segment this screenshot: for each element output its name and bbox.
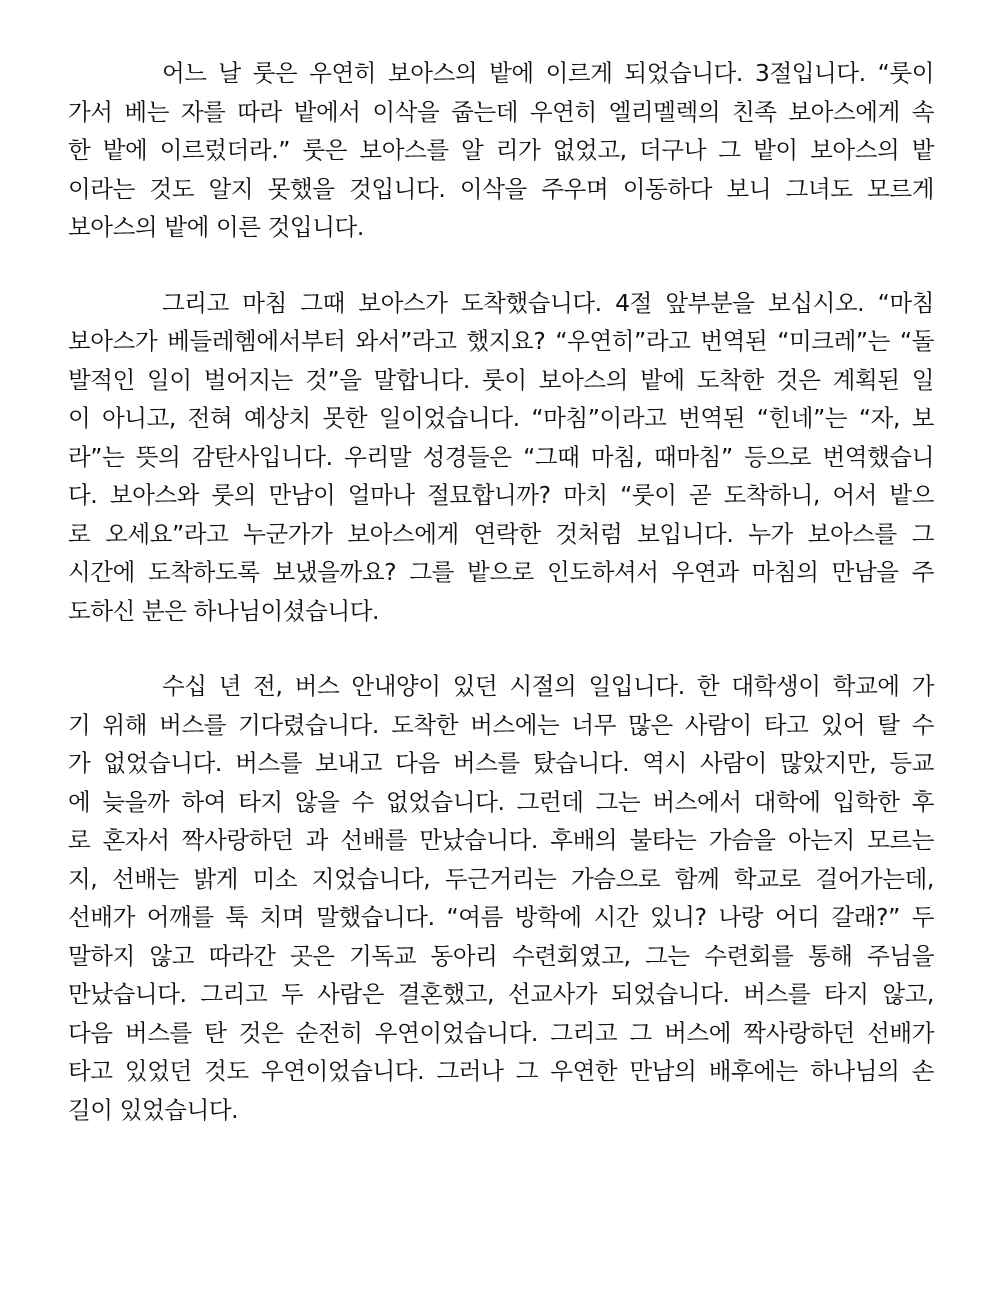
text-line: 시간에 도착하도록 보냈을까요? 그를 밭으로 인도하셔서 우연과 마침의 만남을 주 xyxy=(68,558,934,586)
text-line: 다. 보아스와 룻의 만남이 얼마나 절묘합니까? 마치 “룻이 곧 도착하니, 어서 밭으 xyxy=(68,481,934,509)
text-line: 보아스가 베들레헴에서부터 와서”라고 했지요? “우연히”라고 번역된 “미크레”는 “돌 xyxy=(68,327,934,355)
text-line: 에 늦을까 하여 타지 않을 수 없었습니다. 그런데 그는 버스에서 대학에 입학한 후 xyxy=(68,787,934,816)
text-line: 만났습니다. 그리고 두 사람은 결혼했고, 선교사가 되었습니다. 버스를 타지 않고, xyxy=(68,980,934,1008)
paragraph-bus-story xyxy=(68,667,934,1129)
text-line: 이 아니고, 전혀 예상치 못한 일이었습니다. “마침”이라고 번역된 “힌네”는 “자, 보 xyxy=(68,404,934,432)
text-line: 선배가 어깨를 툭 치며 말했습니다. “여름 방학에 시간 있니? 나랑 어디 갈래?” 두 xyxy=(68,903,934,931)
text-line: 기 위해 버스를 기다렸습니다. 도착한 버스에는 너무 많은 사람이 타고 있어 탈 수 xyxy=(68,710,934,739)
paragraph-ruth-arrives-field xyxy=(68,54,934,247)
text-line: 도하신 분은 하나님이셨습니다. xyxy=(68,596,380,625)
document-page xyxy=(68,54,934,1129)
text-line: 이라는 것도 알지 못했을 것입니다. 이삭을 주우며 이동하다 보니 그녀도 모르게 xyxy=(68,174,934,203)
text-line: 말하지 않고 따라간 곳은 기독교 동아리 수련회였고, 그는 수련회를 통해 주님을 xyxy=(68,941,934,970)
text-line: 길이 있었습니다. xyxy=(68,1095,239,1124)
text-line: 다음 버스를 탄 것은 순전히 우연이었습니다. 그리고 그 버스에 짝사랑하던 선배가 xyxy=(68,1018,934,1047)
text-line: 수십 년 전, 버스 안내양이 있던 시절의 일입니다. 한 대학생이 학교에 가 xyxy=(162,672,934,700)
text-line: 지, 선배는 밝게 미소 지었습니다, 두근거리는 가슴으로 함께 학교로 걸어가는데, xyxy=(68,864,934,893)
text-line: 타고 있었던 것도 우연이었습니다. 그러나 그 우연한 만남의 배후에는 하나님의 손 xyxy=(68,1057,934,1085)
text-line: 가 없었습니다. 버스를 보내고 다음 버스를 탔습니다. 역시 사람이 많았지만, 등교 xyxy=(68,749,934,777)
paragraph-gap xyxy=(68,630,934,667)
text-line: 로 오세요”라고 누군가가 보아스에게 연락한 것처럼 보입니다. 누가 보아스를 그 xyxy=(68,519,934,548)
text-line: 그리고 마침 그때 보아스가 도착했습니다. 4절 앞부분을 보십시오. “마침 xyxy=(162,288,934,317)
text-line: 라”는 뜻의 감탄사입니다. 우리말 성경들은 “그때 마침, 때마침” 등으로 번역했습니 xyxy=(68,442,934,471)
text-line: 발적인 일이 벌어지는 것”을 말합니다. 룻이 보아스의 밭에 도착한 것은 계획된 일 xyxy=(68,365,934,394)
paragraph-boaz-arrives xyxy=(68,284,934,631)
text-line: 한 밭에 이르렀더라.” 룻은 보아스를 알 리가 없었고, 더구나 그 밭이 보아스의 밭 xyxy=(68,136,934,164)
text-line: 로 혼자서 짝사랑하던 과 선배를 만났습니다. 후배의 불타는 가슴을 아는지 모르는 xyxy=(68,826,934,854)
text-line: 가서 베는 자를 따라 밭에서 이삭을 줍는데 우연히 엘리멜렉의 친족 보아스에게 속 xyxy=(68,97,934,126)
text-line: 어느 날 룻은 우연히 보아스의 밭에 이르게 되었습니다. 3절입니다. “룻이 xyxy=(162,59,934,87)
text-line: 보아스의 밭에 이른 것입니다. xyxy=(68,213,364,241)
paragraph-gap xyxy=(68,247,934,284)
